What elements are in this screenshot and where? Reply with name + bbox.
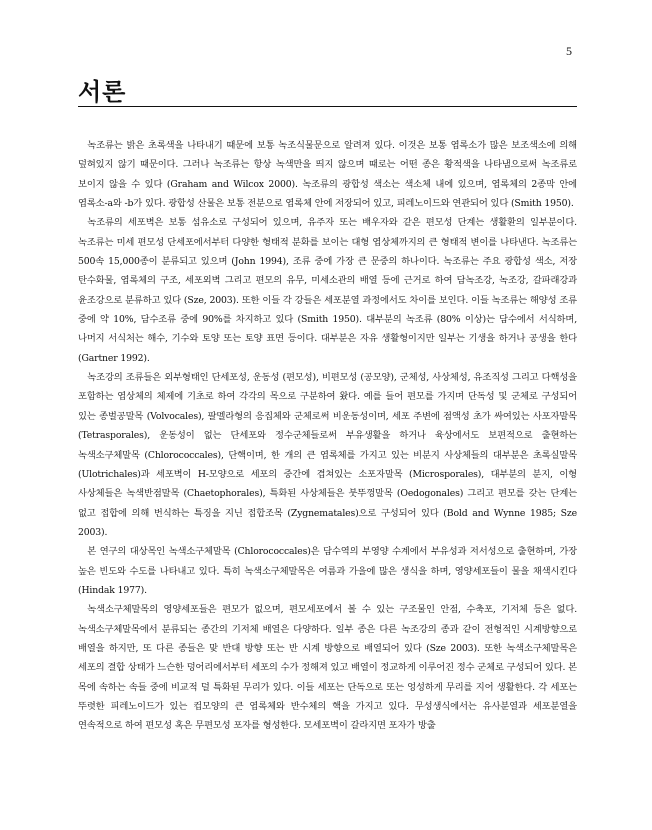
paragraph-3: 녹조강의 조류들은 외부형태인 단세포성, 운동성 (편모성), 비편모성 (공모양), 군체성, 사상체성, 유조직성 그리고 다핵성을 포함하는 엽상체의 체제에 기초로 하여 각각의 목으로 구분하여 왔다. 예를 들어 편모를 가지며 단독성 및 군체로 구성되어 있는 종벌공말목 (Volvocales), 팔멜라형의 응집체와 군체로써 비운동성이며, 세포 주변에 점액성 초가 싸여있는 사포자말목 (Tetrasporales), 운동성이 없는 단세포와 정수군체들로써 부유생활을 하거나 육상에서도 보편적으로 출현하는 녹색소구체말목 (Chlorococcales), 단핵이며, 한 개의 큰 엽록체를 가지고 있는 비분지 사상체들의 대부분은 초록실말목 (Ulotrichales)과 세포벽이 H-모양으로 세포의 중간에 겹쳐있는 소포자말목 (Microsporales), 대부분의 분지, 이형 사상체들은 녹색반점말목 (Chaetophorales), 특화된 사상체들은 붓뚜껑말목 (Oedogonales) 그리고 편모를 갖는 단계는 없고 접합에 의해 번식하는 특징을 지닌 접합조목 (Zygnematales)으로 구성되어 있다 (Bold and Wynne 1985; Sze 2003). xyxy=(78,372,577,538)
paragraph-4: 본 연구의 대상목인 녹색소구체말목 (Chlorococcales)은 담수역의 부영양 수계에서 부유성과 저서성으로 출현하며, 가장 높은 빈도와 수도를 나타내고 있다. 특히 녹색소구체말목은 여름과 가을에 많은 생식을 하며, 영양세포들이 물을 채색시킨다 (Hindak 1977). xyxy=(78,546,577,596)
body-text xyxy=(78,136,577,736)
paragraph-2: 녹조류의 세포벽은 보통 섬유소로 구성되어 있으며, 유주자 또는 배우자와 같은 편모성 단계는 생활환의 일부분이다. 녹조류는 미세 편모성 단세포에서부터 다양한 형태적 분화를 보이는 대형 엽상체까지의 큰 형태적 변이를 나타낸다. 녹조류는 500속 15,000종이 분류되고 있으며 (John 1994), 조류 중에 가장 큰 문중의 하나이다. 녹조류는 주요 광합성 색소, 저장 탄수화물, 엽록체의 구조, 세포외벽 그리고 편모의 유무, 미세소관의 배열 등에 근거로 하여 담녹조강, 녹조강, 갈파래강과 윤조강으로 분류하고 있다 (Sze, 2003). 또한 이들 각 강들은 세포분열 과정에서도 차이를 보인다. 이들 녹조류는 해양성 조류 중에 약 10%, 담수조류 중에 90%를 차지하고 있다 (Smith 1950). 대부분의 녹조류 (80% 이상)는 담수에서 서식하며, 나머지 서식처는 해수, 기수와 토양 또는 토양 표면 등이다. 대부분은 자유 생활형이지만 일부는 기생을 하거나 공생을 한다 (Gartner 1992). xyxy=(78,217,577,364)
section-title: 서론 xyxy=(78,77,127,106)
page-number: 5 xyxy=(566,44,572,58)
paragraph-1: 녹조류는 밝은 초록색을 나타내기 때문에 보통 녹조식물문으로 알려져 있다. 이것은 보통 엽록소가 많은 보조색소에 의해 덮혀있지 않기 때문이다. 그러나 녹조류는 항상 녹색만을 띄지 않으며 때로는 어떤 종은 황적색을 나타냄으로써 녹조류로 보이지 않을 수 있다 (Graham and Wilcox 2000). 녹조류의 광합성 색소는 색소체 내에 있으며, 엽록체의 2종막 안에 엽록소-a와 -b가 있다. 광합성 산물은 보통 전분으로 엽록체 안에 저장되어 있고, 피레노이드와 연관되어 있다 (Smith 1950). xyxy=(78,140,577,210)
title-rule xyxy=(78,106,577,107)
paragraph-5: 녹색소구체말목의 영양세포들은 편모가 없으며, 편모세포에서 볼 수 있는 구조물인 안점, 수축포, 기저체 등은 없다. 녹색소구체말목에서 분류되는 종간의 기저체 배열은 다양하다. 일부 종은 다른 녹조강의 종과 같이 전형적인 시계방향으로 배열을 하지만, 또 다른 종들은 맞 반대 방향 또는 반 시계 방향으로 배열되어 있다 (Sze 2003). 또한 녹색소구체말목은 세포의 결합 상태가 느슨한 덩어리에서부터 세포의 수가 정해져 있고 배열이 정교하게 이루어진 정수 군체로 구성되어 있다. 본 목에 속하는 속들 중에 비교적 덜 특화된 무리가 있다. 이들 세포는 단독으로 또는 엉성하게 무리를 지어 생활한다. 각 세포는 뚜렷한 피레노이드가 있는 컵모양의 큰 엽록체와 반수체의 핵을 가지고 있다. 무성생식에서는 유사분열과 세포분열을 연속적으로 하여 편모성 혹은 무편모성 포자를 형성한다. 모세포벽이 갈라지면 포자가 방출 xyxy=(78,604,577,732)
